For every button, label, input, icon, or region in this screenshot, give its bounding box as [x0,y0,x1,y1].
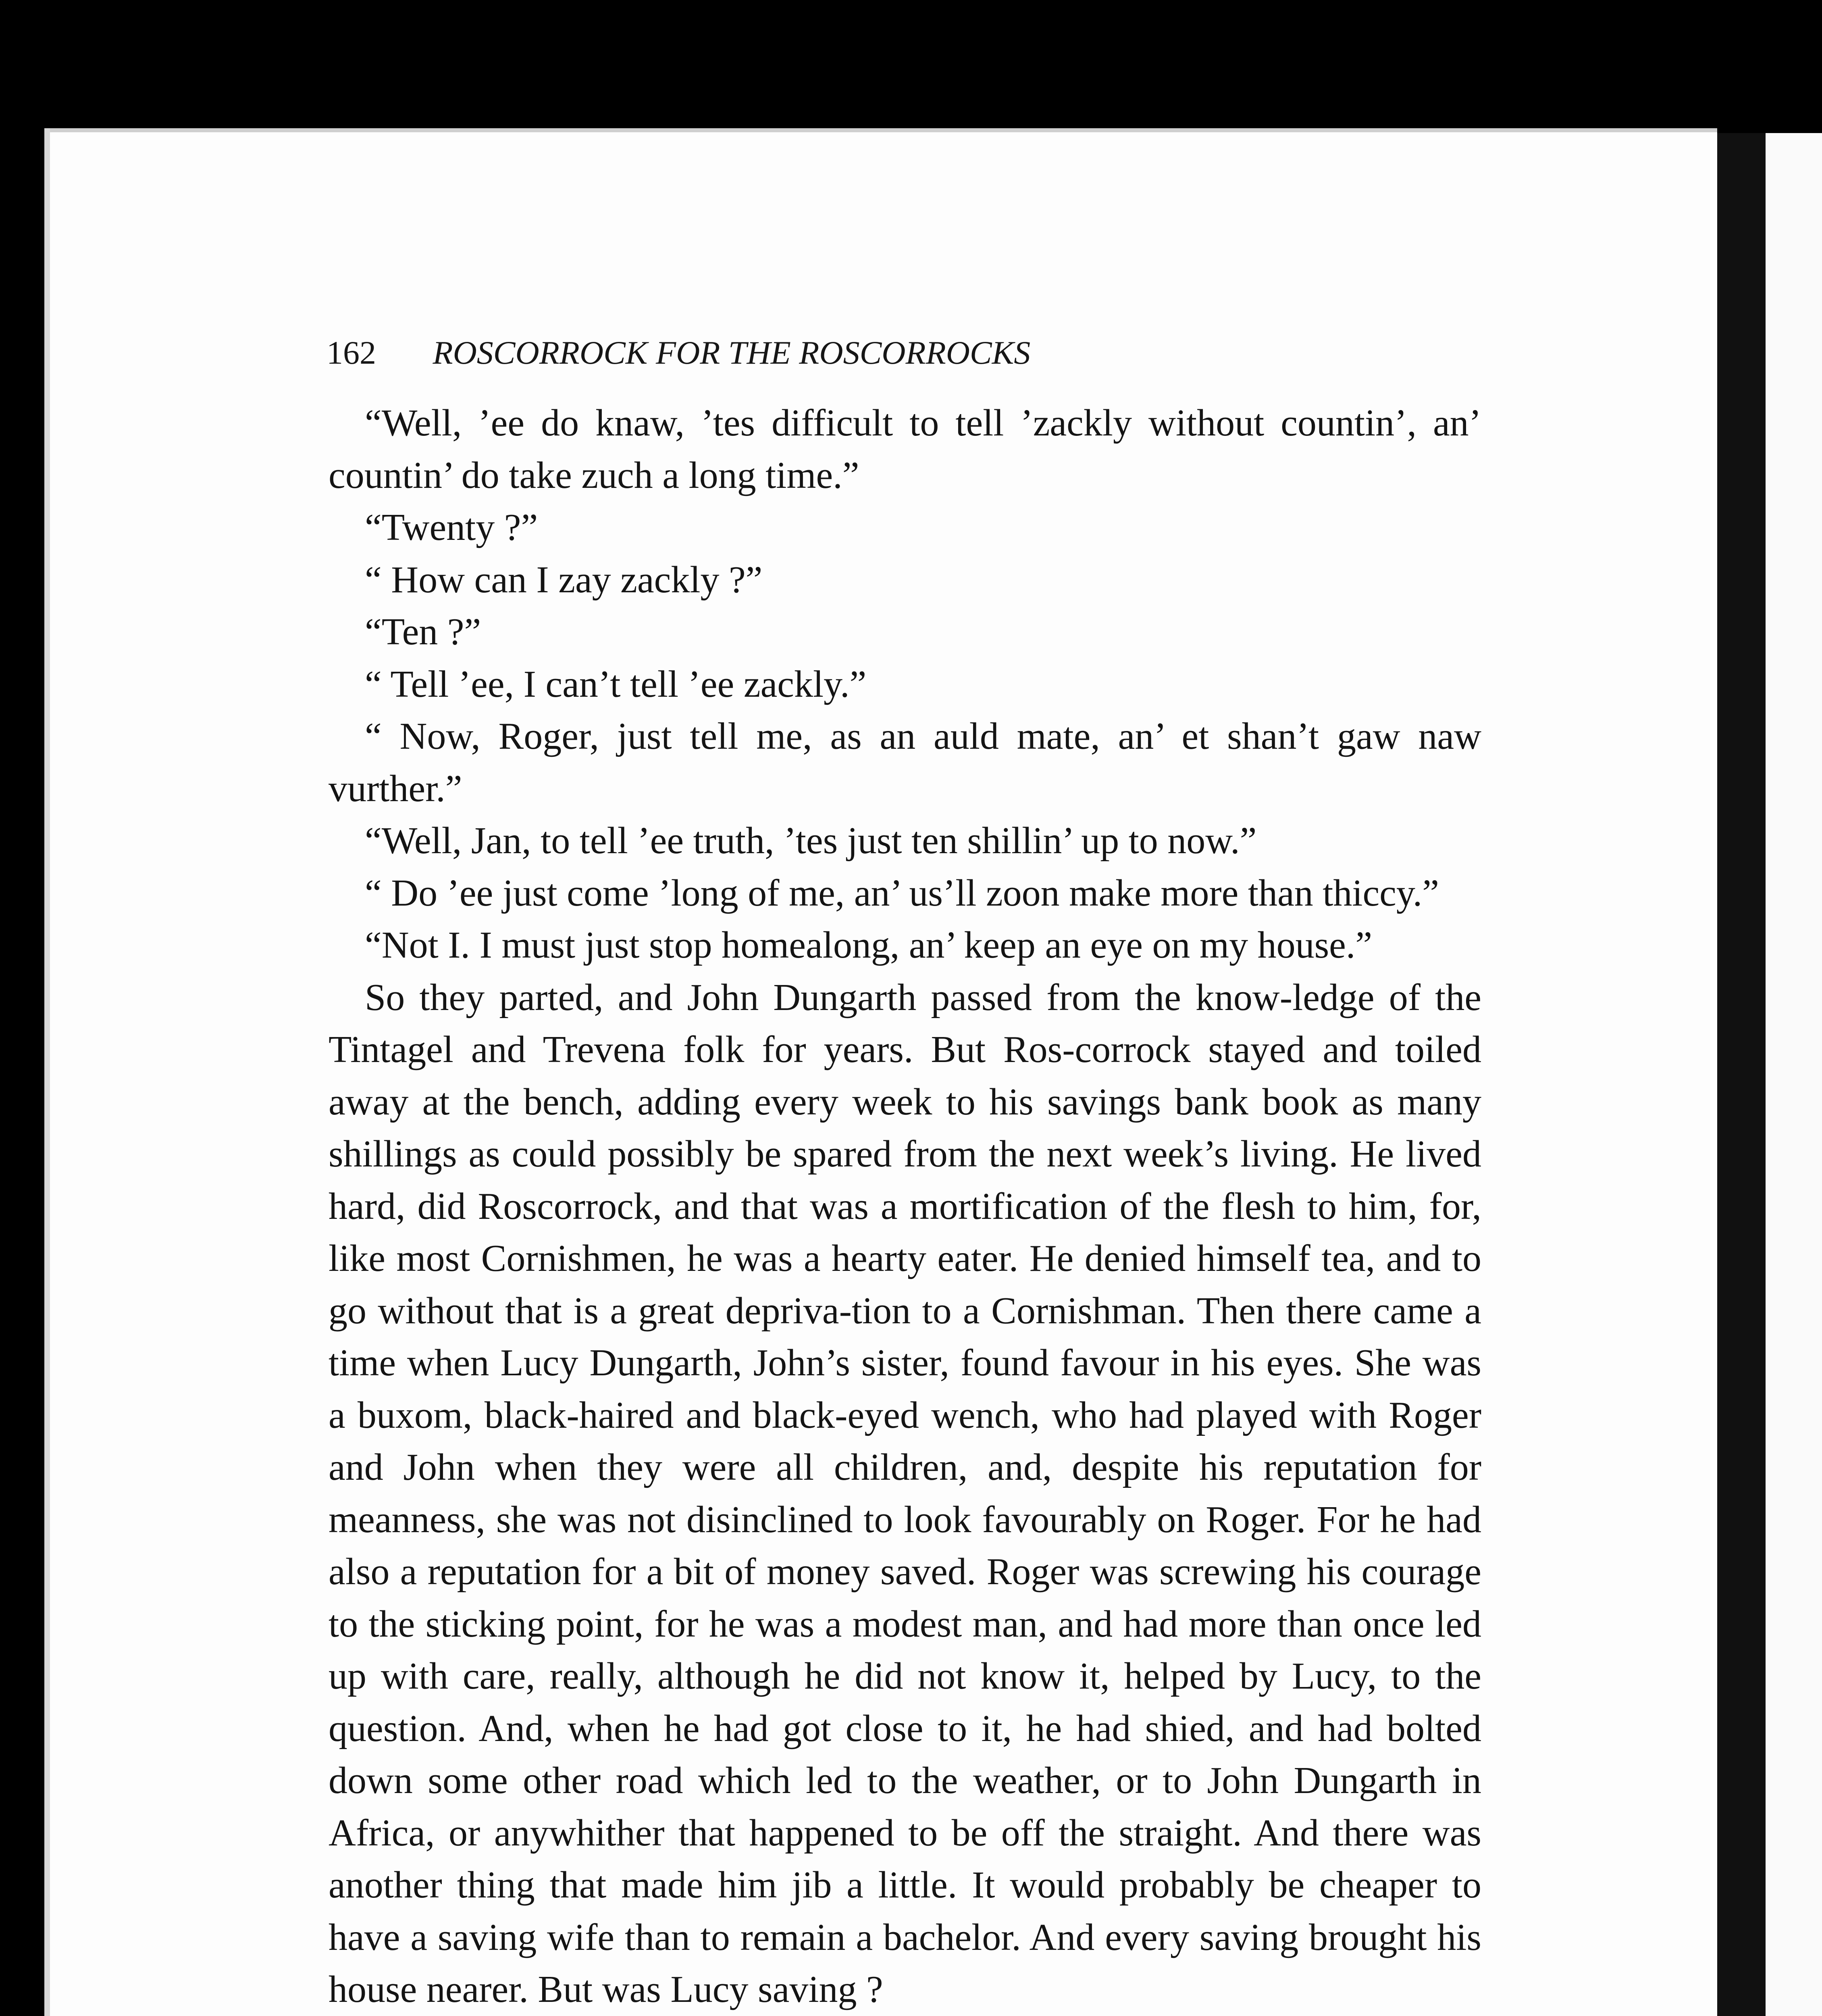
paragraph: “ Now, Roger, just tell me, as an auld mate, an’ et shan’t gaw naw vurther.” [329,715,1481,810]
page-number: 162 [327,334,376,371]
facing-page-edge [1766,133,1822,2016]
paragraph: “ Tell ’ee, I can’t tell ’ee zackly.” [365,663,867,705]
running-head [327,323,1310,383]
book-spine-shadow [1717,133,1766,2016]
paragraph: “Twenty ?” [365,506,538,548]
paragraph: “Well, Jan, to tell ’ee truth, ’tes just ten shillin’ up to now.” [365,820,1257,862]
body-text [329,397,1481,2016]
paragraph: “Ten ?” [365,611,481,653]
paragraph: “Well, ’ee do knaw, ’tes difficult to tell ’zackly without countin’, an’ countin’ do take zuch a long time.” [329,402,1481,496]
paragraph: So they parted, and John Dungarth passed from the know-ledge of the Tintagel and Trevena folk for years. But Ros-corrock stayed and toiled away at the bench, adding every week to his savings bank book as many shillings as could possibly be spared from the next week’s living. He lived hard, did Roscorrock, and that was a mortification of the flesh to him, for, like most Cornishmen, he was a hearty eater. He denied himself tea, and to go without that is a great depriva-tion to a Cornishman. Then there came a time when Lucy Dungarth, John’s sister, found favour in his eyes. She was a buxom, black-haired and black-eyed wench, who had played with Roger and John when they were all children, and, despite his reputation for meanness, she was not disinclined to look favourably on Roger. For he had also a reputation for a bit of money saved. Roger was screwing his courage to the sticking point, for he was a modest man, and had more than once led up with care, really, although he did not know it, helped by Lucy, to the question. And, when he had got close to it, he had shied, and had bolted down some other road which led to the weather, or to John Dungarth in Africa, or anywhither that happened to be off the straight. And there was another thing that made him jib a little. It would probably be cheaper to have a saving wife than to remain a bachelor. And every saving brought his house nearer. But was Lucy saving ? [329,976,1481,2010]
paragraph: “ How can I zay zackly ?” [365,558,763,601]
paragraph: “ Do ’ee just come ’long of me, an’ us’ll zoon make more than thiccy.” [365,872,1439,914]
page-left-edge [44,128,50,2016]
page-top-edge [44,128,1717,132]
running-title: ROSCORROCK FOR THE ROSCORROCKS [433,334,1031,371]
paragraph: “Not I. I must just stop homealong, an’ keep an eye on my house.” [365,924,1373,966]
